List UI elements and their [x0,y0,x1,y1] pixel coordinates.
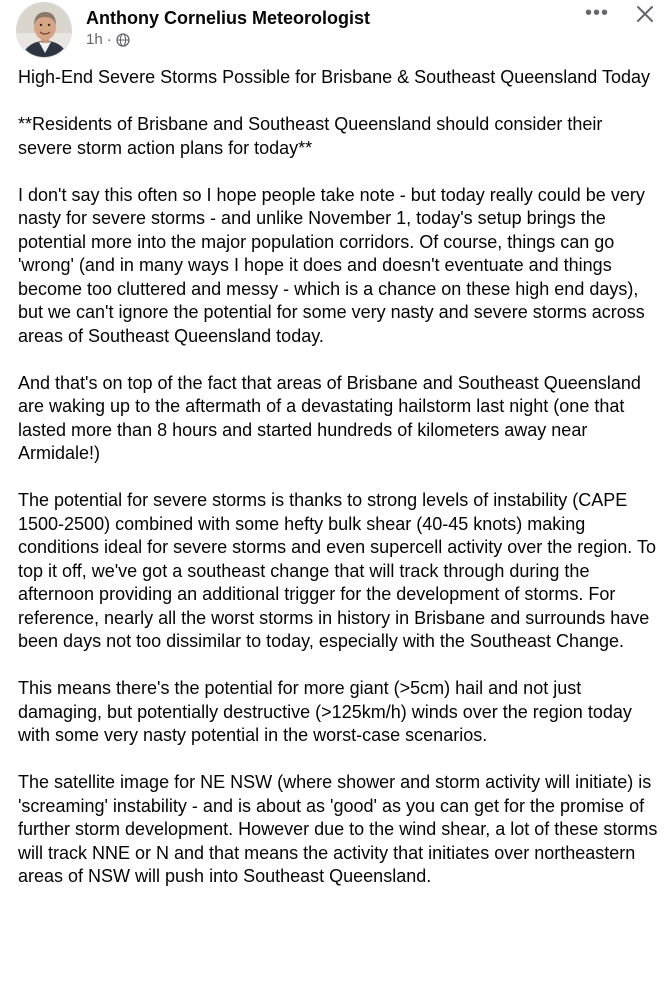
post-paragraph: And that's on top of the fact that areas of Brisbane and Southeast Queensland are waking up to the aftermath of a devastating hailstorm last night (one that lasted more than 8 hours and started hundreds of kilometers away near Armidale!) [18,372,641,463]
close-icon [636,5,654,23]
post-paragraph: The potential for severe storms is thanks to strong levels of instability (CAPE 1500-2500) combined with some hefty bulk shear (40-45 knots) making conditions ideal for severe storms and even supercell activity over the region. To top it off, we've got a southeast change that will track through during the afternoon providing an additional trigger for the development of storms. For reference, nearly all the worst storms in history in Brisbane and surrounds have been days not too dissimilar to today, especially with the Southeast Change. [18,490,656,651]
post-paragraph: I don't say this often so I hope people take note - but today really could be very nasty for severe storms - and unlike November 1, today's setup brings the potential more into the major population corridors. Of course, things can go 'wrong' (and in many ways I hope it does and doesn't eventuate and things become too cluttered and messy - which is a chance on these high end days), but we can't ignore the potential for some very nasty and severe storms across areas of Southeast Queensland today. [18,184,645,346]
author-name[interactable]: Anthony Cornelius Meteorologist [86,8,371,28]
post-paragraph: The satellite image for NE NSW (where shower and storm activity will initiate) is 'screaming' instability - and is about as 'good' as you can get for the promise of further storm development. However due to the wind shear, a lot of these storms will track NNE or N and that means the activity that initiates over northeastern areas of NSW will push into Southeast Queensland. [18,772,658,886]
post-timestamp[interactable]: 1h [86,31,103,48]
avatar-photo-icon [17,3,72,58]
close-button[interactable] [630,0,660,28]
post-paragraph: This means there's the potential for more giant (>5cm) hail and not just damaging, but potentially destructive (>125km/h) winds over the region today with some very nasty potential in the worst-case scenarios. [18,678,632,745]
post-meta [86,31,130,48]
more-options-icon: ••• [584,1,609,24]
post-title: High-End Severe Storms Possible for Brisbane & Southeast Queensland Today [18,67,651,87]
globe-icon[interactable] [116,33,130,47]
post-text [18,66,660,912]
more-options-button[interactable] [580,0,614,26]
post-header [0,0,672,66]
post-paragraph-advisory: **Residents of Brisbane and Southeast Queensland should consider their severe storm action plans for today** [18,114,603,158]
meta-separator: · [106,31,112,48]
author-avatar[interactable] [16,2,72,58]
